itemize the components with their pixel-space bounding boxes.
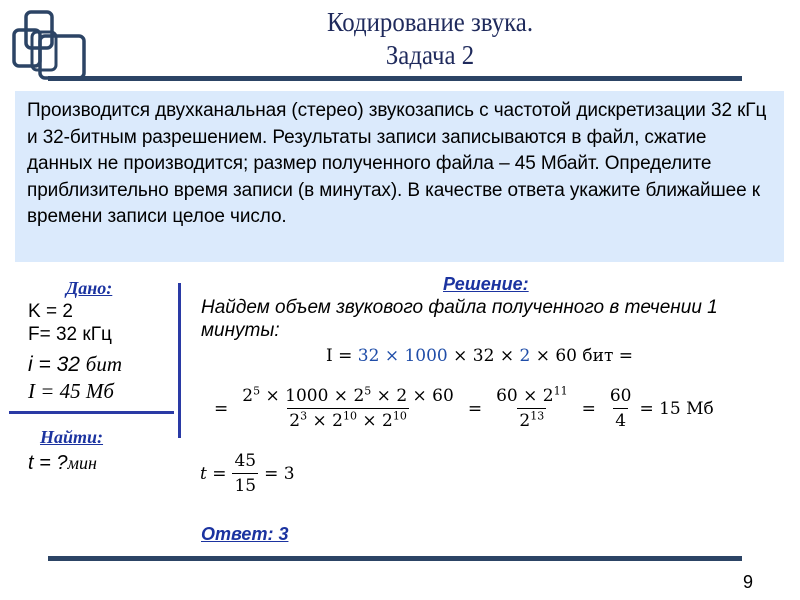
eq3-lhs: t = — [200, 463, 227, 484]
given-find-divider — [9, 411, 174, 414]
given-heading: Дано: — [66, 278, 113, 298]
f1d-mid: × 2 — [307, 411, 343, 431]
f1d-base: 2 — [289, 411, 301, 431]
given-bit-depth — [28, 353, 122, 376]
given-frequency-text: F= 32 кГц — [28, 324, 112, 345]
eq2-equals-b: = — [581, 398, 596, 419]
given-file-size — [28, 380, 114, 402]
f1n-exp2: 5 — [364, 384, 372, 398]
f1n-tail: × 2 × 60 — [371, 386, 454, 406]
given-file-size-unit: Мб — [85, 379, 114, 403]
fraction-2-denominator — [517, 408, 546, 431]
f1n-mid: × 1000 × 2 — [260, 386, 365, 406]
eq2-prefix: = — [214, 398, 229, 419]
equation-volume — [326, 346, 633, 366]
given-channels — [28, 301, 73, 323]
fraction-3-numerator: 60 — [609, 386, 632, 406]
f1d-exp: 3 — [300, 409, 308, 423]
title-line-1: Кодирование звука. — [326, 7, 534, 37]
fraction-1-denominator — [287, 408, 409, 431]
eq1-rhs: × 60 бит = — [530, 346, 634, 366]
page-number: 9 — [743, 572, 754, 592]
logo-icon — [6, 8, 86, 80]
fraction-3-denominator: 4 — [613, 408, 628, 431]
fraction-time-denominator: 15 — [232, 473, 258, 496]
footer-divider — [48, 556, 742, 561]
f1d-exp2: 10 — [342, 409, 357, 423]
given-frequency — [28, 324, 112, 346]
eq2-result: = 15 Мб — [639, 398, 714, 419]
f2d-base: 2 — [519, 411, 531, 431]
answer-text: Ответ: 3 — [201, 524, 289, 544]
task-statement-box — [15, 91, 784, 262]
eq2-equals-a: = — [467, 398, 483, 419]
f2d-exp: 13 — [530, 409, 545, 423]
title-divider — [48, 76, 742, 81]
solution-heading: Решение: — [443, 274, 529, 294]
find-time-text: t = ? — [28, 452, 68, 474]
eq1-mid: × 32 × — [447, 346, 520, 366]
fraction-2-numerator — [494, 386, 570, 408]
eq1-lhs: I = — [326, 346, 358, 366]
f1d-exp3: 10 — [392, 409, 407, 423]
fraction-time-numerator: 45 — [234, 451, 257, 471]
find-heading: Найти: — [40, 427, 104, 447]
find-time — [28, 452, 97, 475]
f2n-exp: 11 — [553, 384, 568, 398]
title-line-2: Задача 2 — [385, 40, 475, 70]
given-file-size-text: I = 45 — [28, 379, 86, 403]
equation-simplification — [208, 386, 714, 431]
given-bit-depth-unit: бит — [85, 352, 123, 376]
eq1-channels: 2 — [519, 346, 531, 366]
given-bit-depth-text: i = 32 — [28, 353, 86, 376]
f2n-base: 60 × 2 — [496, 386, 554, 406]
fraction-1 — [240, 386, 456, 431]
f1n-exp: 5 — [253, 384, 261, 398]
fraction-3 — [608, 386, 634, 431]
eq1-frequency: 32 × 1000 — [357, 346, 448, 366]
fraction-2 — [494, 386, 570, 431]
slide-title — [218, 6, 641, 72]
f1d-mid2: × 2 — [356, 411, 393, 431]
task-statement-text: Производится двухканальная (стерео) звукозапись с частотой дискретизации 32 кГц и 32-битным разрешением. Результаты записи записываются в файл, сжатие данных не производится; размер полученного файла – 45 Мбайт. Определите приблизительно время записи (в минутах). В качестве ответа укажите ближайшее к времени записи целое число. — [27, 100, 767, 228]
solution-intro: Найдем объем звукового файла полученного в течении 1 минуты: — [201, 297, 718, 341]
fraction-time — [232, 451, 258, 496]
given-channels-text: K = 2 — [28, 301, 73, 322]
find-time-unit: мин — [67, 453, 97, 473]
equation-time — [200, 451, 295, 496]
f1n-base: 2 — [242, 386, 254, 406]
fraction-1-numerator — [240, 386, 456, 408]
eq3-result: = 3 — [264, 463, 295, 484]
column-divider — [178, 283, 181, 438]
